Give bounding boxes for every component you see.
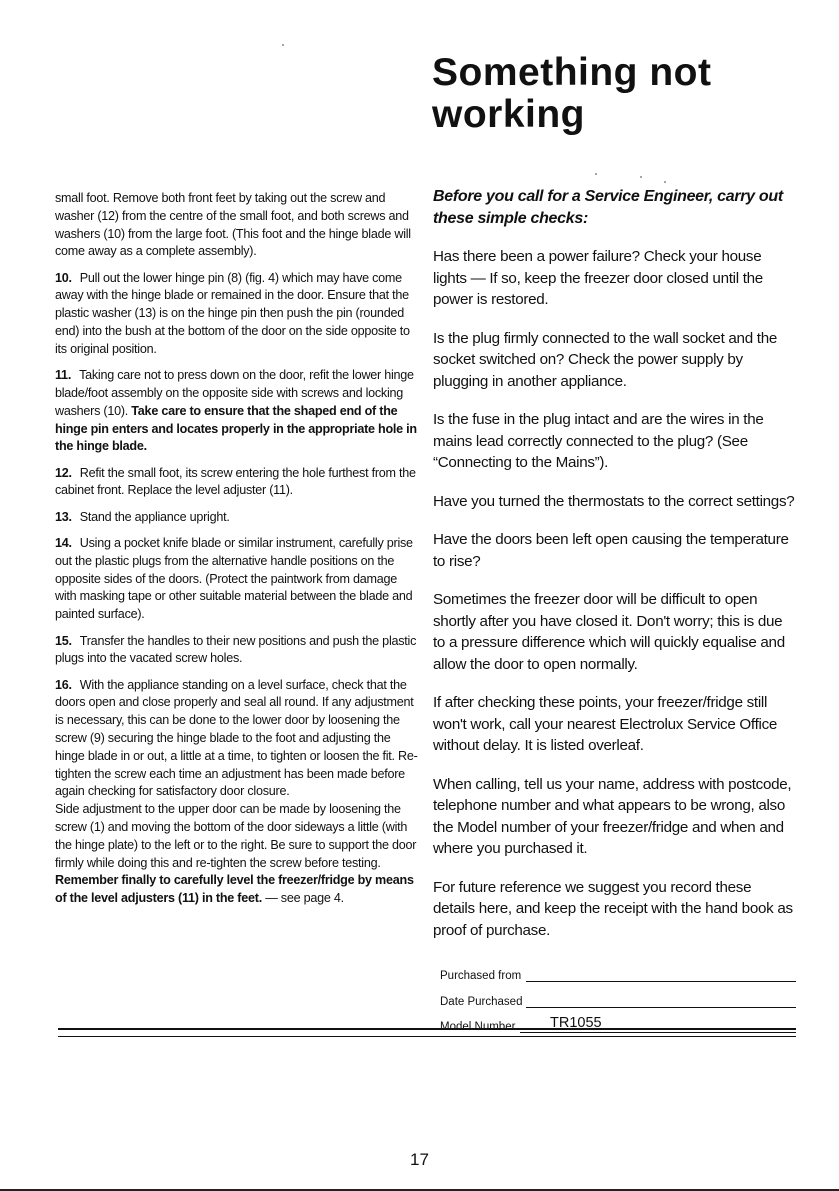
date-purchased-field bbox=[440, 990, 796, 1010]
paragraph-continued: small foot. Remove both front feet by taking out the screw and washer (12) from the centre of the small foot, and both screws and washers (10) from the large foot. (This foot and the hinge blade will come away as a complete assembly). bbox=[55, 191, 411, 259]
door-pressure-note: Sometimes the freezer door will be difficult to open shortly after you have closed it. Don't worry; this is due to a pressure difference which will quickly equalise and allow the door to open normally. bbox=[433, 591, 785, 673]
installation-instructions bbox=[55, 190, 419, 916]
model-number-field bbox=[440, 1015, 796, 1035]
step-11-warning: Take care to ensure that the shaped end of the hinge pin enters and locates properly in the appropriate hole in the hinge blade. bbox=[55, 403, 417, 454]
check-thermostats: Have you turned the thermostats to the correct settings? bbox=[433, 492, 795, 510]
check-plug: Is the plug firmly connected to the wall socket and the socket switched on? Check the power supply by plugging in another appliance. bbox=[433, 329, 777, 390]
date-purchased-label: Date Purchased bbox=[440, 996, 523, 1008]
step-13: 13. Stand the appliance upright. bbox=[55, 509, 230, 524]
intro-heading: Before you call for a Service Engineer, carry out these simple checks: bbox=[433, 188, 783, 227]
page-title-line-1: Something not bbox=[432, 51, 712, 94]
scan-speck bbox=[282, 44, 284, 46]
scan-speck bbox=[640, 176, 642, 178]
level-reminder: Remember finally to carefully level the freezer/fridge by means of the level adjusters (11) in the feet. bbox=[55, 873, 414, 906]
step-10: 10. Pull out the lower hinge pin (8) (fig. 4) which may have come away with the hinge blade or remained in the door. Ensure that the plastic washer (13) is on the hinge pin then push the pin (rounded end) into the bush at the bottom of the door on the side opposite to its original position. bbox=[55, 270, 410, 356]
page-title bbox=[432, 52, 832, 136]
footer-rule-thick bbox=[58, 1028, 796, 1030]
step-11: 11. Taking care not to press down on the door, refit the lower hinge blade/foot assembly on the opposite side with screws and locking washers (10). Take care to ensure that the shaped end of the hinge pin enters and locates properly in the appropriate hole in the hinge blade. bbox=[55, 368, 417, 454]
step-12: 12. Refit the small foot, its screw entering the hole furthest from the cabinet front. Replace the level adjuster (11). bbox=[55, 465, 416, 498]
model-number-line bbox=[520, 1032, 796, 1033]
step-16-side-adjustment: Side adjustment to the upper door can be made by loosening the screw (1) and moving the bottom of the door sideways a little (with the hinge plate) to the left or to the right. Be sure to support the door firmly while doing this and re-tighten the screw before testing. Remember finally to carefully level the freezer/fridge by means of the level adjusters (11) in the feet. — see page 4. bbox=[55, 802, 417, 906]
troubleshooting-checks bbox=[433, 186, 795, 958]
scan-speck bbox=[595, 173, 597, 175]
step-15: 15. Transfer the handles to their new positions and push the plastic plugs into the vacated screw holes. bbox=[55, 633, 417, 666]
check-fuse: Is the fuse in the plug intact and are the wires in the mains lead correctly connected to the plug? (See “Connecting to the Mains”). bbox=[433, 411, 764, 471]
record-details: For future reference we suggest you record these details here, and keep the receipt with the hand book as proof of purchase. bbox=[433, 878, 793, 939]
footer-rule-thin bbox=[58, 1036, 796, 1037]
purchased-from-line bbox=[526, 981, 796, 982]
page-number: 17 bbox=[410, 1150, 429, 1169]
calling-details: When calling, tell us your name, address with postcode, telephone number and what appears to be wrong, also the Model number of your freezer/fridge and when and where you purchased it. bbox=[433, 775, 792, 857]
step-14: 14. Using a pocket knife blade or similar instrument, carefully prise out the plastic plugs from the alternative handle positions on the opposite sides of the doors. (Protect the paintwork from damage with masking tape or other suitable material between the blade and painted surface). bbox=[55, 536, 413, 622]
check-power-failure: Has there been a power failure? Check your house lights — If so, keep the freezer door closed until the power is restored. bbox=[433, 248, 763, 308]
model-number-label: Model Number bbox=[440, 1021, 516, 1033]
scan-speck bbox=[664, 181, 666, 183]
purchased-from-field bbox=[440, 964, 796, 984]
purchased-from-label: Purchased from bbox=[440, 970, 522, 982]
date-purchased-line bbox=[526, 1007, 796, 1008]
page-title-line-2: working bbox=[432, 93, 586, 136]
check-doors: Have the doors been left open causing the temperature to rise? bbox=[433, 531, 789, 570]
call-service: If after checking these points, your freezer/fridge still won't work, call your nearest Electrolux Service Office without delay. It is listed overleaf. bbox=[433, 694, 778, 754]
step-16: 16. With the appliance standing on a level surface, check that the doors open and close properly and seal all round. If any adjustment is necessary, this can be done to the lower door by loosening the screw (9) securing the hinge blade to the foot and adjusting the hinge blade in or out, a little at a time, to tighten or loosen the fit. Re-tighten the screw each time an adjustment has been made before again checking for satisfactory door closure. bbox=[55, 677, 418, 799]
model-number-value: TR1055 bbox=[550, 1015, 602, 1031]
